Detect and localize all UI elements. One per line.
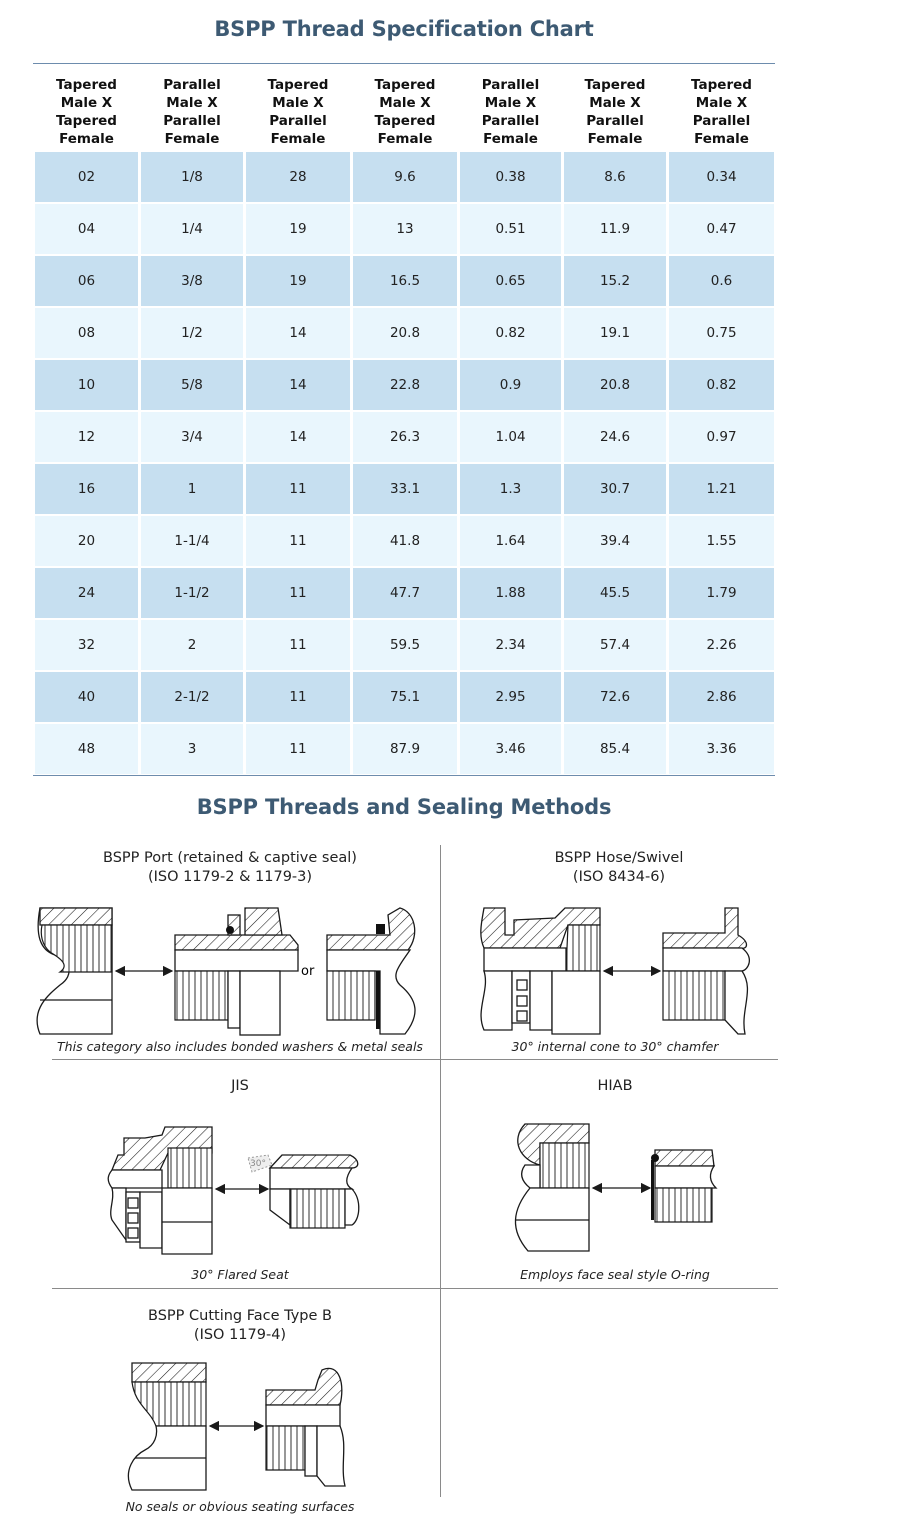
table-cell: 0.6 (669, 256, 774, 306)
table-cell: 3/8 (141, 256, 243, 306)
table-cell: 15.2 (564, 256, 666, 306)
table-cell: 2.95 (460, 672, 561, 722)
header-line: Male X (484, 95, 537, 111)
table-cell: 57.4 (564, 620, 666, 670)
table-cell: 0.82 (669, 360, 774, 410)
header-line: Female (164, 131, 220, 147)
table-cell: 1.21 (669, 464, 774, 514)
table-cell: 2.34 (460, 620, 561, 670)
table-cell: 1/2 (141, 308, 243, 358)
header-line: Male X (589, 95, 641, 111)
table-cell: 14 (246, 360, 350, 410)
header-line: Male X (272, 95, 324, 111)
table-cell: 11 (246, 568, 350, 618)
panel-caption: Employs face seal style O-ring (520, 1267, 710, 1282)
table-cell: 16 (35, 464, 138, 514)
header-line: Female (377, 131, 433, 147)
panel-title-line: BSPP Port (retained & captive seal) (103, 850, 357, 866)
table-cell: 33.1 (353, 464, 457, 514)
table-cell: 8.6 (564, 152, 666, 202)
header-line: Female (694, 131, 749, 147)
header-line: Tapered (584, 77, 646, 93)
table-cell: 1-1/4 (141, 516, 243, 566)
panel-caption: 30° Flared Seat (191, 1267, 289, 1282)
header-line: Parallel (692, 113, 751, 129)
table-cell: 0.75 (669, 308, 774, 358)
header-line: Parallel (586, 113, 644, 129)
header-line: Female (483, 131, 538, 147)
table-cell: 24.6 (564, 412, 666, 462)
table-cell: 1.55 (669, 516, 774, 566)
table-cell: 1.3 (460, 464, 561, 514)
table-cell: 26.3 (353, 412, 457, 462)
header-line: Tapered (374, 77, 436, 93)
panel-caption: 30° internal cone to 30° chamfer (511, 1039, 719, 1054)
table-cell: 47.7 (353, 568, 457, 618)
panel-title-line: (ISO 1179-4) (193, 1327, 287, 1343)
angle-label: 30° (250, 1159, 266, 1169)
header-line: Parallel (163, 77, 221, 93)
table-cell: 32 (35, 620, 138, 670)
header-line: Parallel (269, 113, 327, 129)
table-cell: 02 (35, 152, 138, 202)
table-cell: 11 (246, 516, 350, 566)
header-line: Tapered (691, 77, 752, 93)
table-cell: 0.97 (669, 412, 774, 462)
table-cell: 11 (246, 464, 350, 514)
header-line: Male X (60, 95, 113, 111)
table-cell: 3.46 (460, 724, 561, 774)
table-cell: 1 (141, 464, 243, 514)
table-cell: 1-1/2 (141, 568, 243, 618)
table-cell: 0.51 (460, 204, 561, 254)
table-cell: 75.1 (353, 672, 457, 722)
table-cell: 30.7 (564, 464, 666, 514)
page-title: BSPP Thread Specification Chart (214, 17, 594, 41)
table-cell: 39.4 (564, 516, 666, 566)
table-cell: 08 (35, 308, 138, 358)
panel-title-line: HIAB (597, 1078, 633, 1094)
table-cell: 2.26 (669, 620, 774, 670)
table-cell: 59.5 (353, 620, 457, 670)
table-cell: 19 (246, 256, 350, 306)
table-cell: 13 (353, 204, 457, 254)
header-line: Parallel (163, 113, 221, 129)
table-cell: 40 (35, 672, 138, 722)
header-line: Tapered (56, 77, 117, 93)
table-cell: 10 (35, 360, 138, 410)
table-cell: 11.9 (564, 204, 666, 254)
header-line: Tapered (56, 113, 117, 129)
panel-title-line: BSPP Hose/Swivel (554, 850, 684, 866)
panel-title-line: (ISO 1179-2 & 1179-3) (147, 869, 313, 885)
header-line: Parallel (481, 77, 540, 93)
section-title: BSPP Threads and Sealing Methods (196, 795, 612, 819)
table-cell: 04 (35, 204, 138, 254)
table-cell: 11 (246, 672, 350, 722)
table-cell: 2-1/2 (141, 672, 243, 722)
table-cell: 2.86 (669, 672, 774, 722)
panel-caption: No seals or obvious seating surfaces (125, 1499, 355, 1514)
table-cell: 0.34 (669, 152, 774, 202)
table-cell: 87.9 (353, 724, 457, 774)
table-cell: 14 (246, 308, 350, 358)
table-cell: 11 (246, 724, 350, 774)
table-cell: 0.65 (460, 256, 561, 306)
table-cell: 5/8 (141, 360, 243, 410)
panel-caption: This category also includes bonded washers & metal seals (57, 1039, 423, 1054)
table-cell: 06 (35, 256, 138, 306)
table-cell: 1.04 (460, 412, 561, 462)
table-cell: 0.47 (669, 204, 774, 254)
table-cell: 3 (141, 724, 243, 774)
table-cell: 3/4 (141, 412, 243, 462)
table-cell: 20 (35, 516, 138, 566)
table-cell: 20.8 (564, 360, 666, 410)
table-cell: 3.36 (669, 724, 774, 774)
header-line: Male X (166, 95, 218, 111)
table-cell: 14 (246, 412, 350, 462)
table-cell: 1/4 (141, 204, 243, 254)
table-cell: 2 (141, 620, 243, 670)
table-cell: 1/8 (141, 152, 243, 202)
header-line: Male X (379, 95, 431, 111)
table-cell: 41.8 (353, 516, 457, 566)
table-cell: 1.64 (460, 516, 561, 566)
table-cell: 9.6 (353, 152, 457, 202)
table-cell: 22.8 (353, 360, 457, 410)
header-line: Female (587, 131, 643, 147)
table-cell: 19 (246, 204, 350, 254)
panel-title-line: JIS (231, 1078, 249, 1094)
header-line: Male X (695, 95, 748, 111)
table-cell: 16.5 (353, 256, 457, 306)
panel-title-line: (ISO 8434-6) (572, 869, 666, 885)
table-cell: 0.82 (460, 308, 561, 358)
table-cell: 72.6 (564, 672, 666, 722)
table-cell: 0.38 (460, 152, 561, 202)
table-cell: 28 (246, 152, 350, 202)
header-line: Parallel (481, 113, 540, 129)
table-cell: 85.4 (564, 724, 666, 774)
panel-title-line: BSPP Cutting Face Type B (148, 1308, 332, 1324)
table-cell: 45.5 (564, 568, 666, 618)
table-cell: 1.79 (669, 568, 774, 618)
table-cell: 20.8 (353, 308, 457, 358)
or-label: or (301, 964, 315, 979)
header-line: Female (270, 131, 326, 147)
header-line: Tapered (374, 113, 436, 129)
table-cell: 24 (35, 568, 138, 618)
header-line: Tapered (267, 77, 329, 93)
table-cell: 48 (35, 724, 138, 774)
table-cell: 19.1 (564, 308, 666, 358)
table-cell: 12 (35, 412, 138, 462)
header-line: Female (59, 131, 114, 147)
table-cell: 1.88 (460, 568, 561, 618)
table-cell: 0.9 (460, 360, 561, 410)
table-cell: 11 (246, 620, 350, 670)
